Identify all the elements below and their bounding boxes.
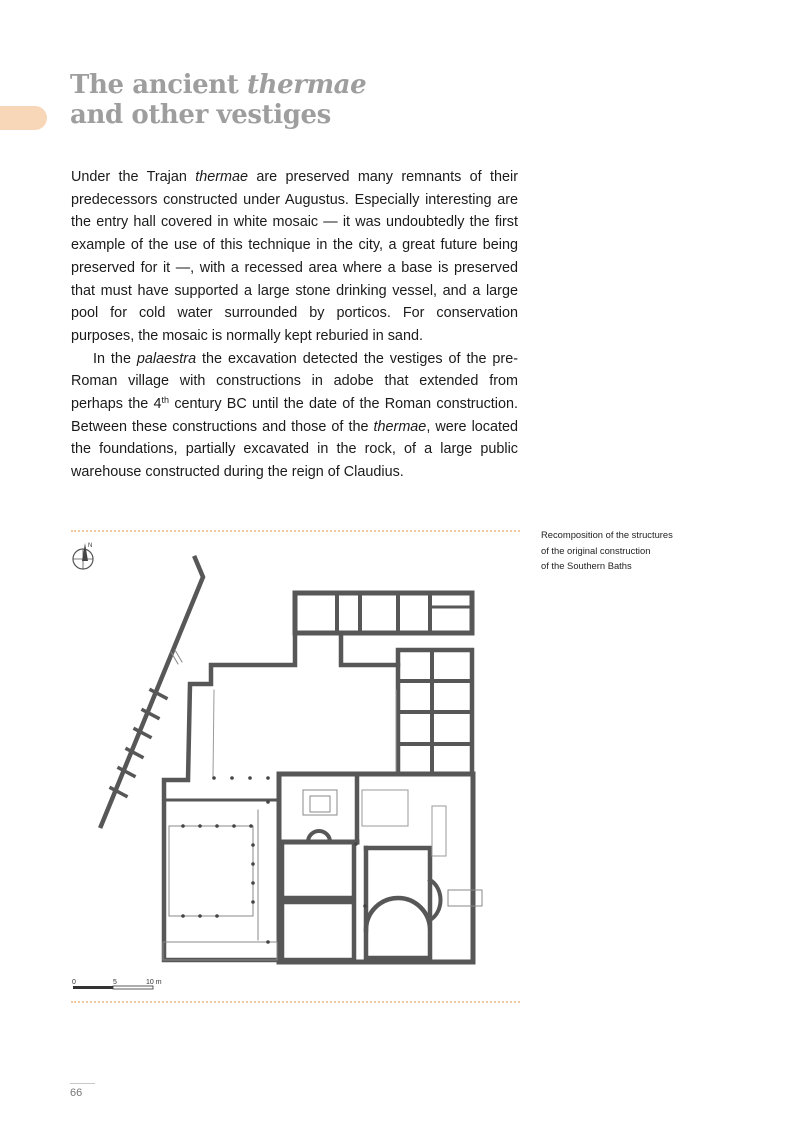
scale-bar [72,979,162,989]
plan-walls [101,558,482,962]
italic-term: thermae [195,169,249,185]
paragraph-1 [71,166,518,348]
text-run: Under the Trajan [71,169,196,185]
scale-label-0: 0 [72,979,76,986]
page-number: 66 [70,1083,95,1099]
caption-line: of the original construction [541,544,651,556]
text-run: are preserved many remnants of their predecessors constructed under Augustus. Especially interesting are the entry hall covered in white mosaic — it was undoubtedly the first example of the use of this technique in the city, a great future being preserved for it —, with a recessed area where a base is preserved that must have supported a large stone drinking vessel, and a large pool for cold water surrounded by porticos. For conservation purposes, the mosaic is normally kept reburied in sand. [71,169,518,344]
paragraph-2 [71,348,518,484]
text-run: the excavation detected the vestiges of the pre-Roman village with constructions in adobe that extended from perhaps the 4 [71,350,518,413]
baths-floor-plan [66,538,496,998]
scale-label-5: 5 [113,979,117,986]
figure-bottom-rule [71,1001,520,1003]
italic-term: thermae [373,418,427,435]
title-line1-italic: thermae [247,70,367,100]
caption-line: of the Southern Baths [541,560,632,571]
north-arrow-icon [73,543,93,569]
north-label: N [88,543,93,549]
body-text [71,166,518,484]
title-line2: and other vestiges [70,100,331,130]
figure-caption [541,527,741,574]
text-run: , were located the foundations, partially excavated in the rock, of a large public warehouse constructed during the reign of Claudius. [71,418,518,481]
page-title [70,70,366,130]
title-line1-prefix: The ancient [70,70,248,100]
figure-top-rule [71,530,520,532]
caption-line: Recomposition of the structures [541,529,673,540]
ordinal-suffix: th [161,395,170,406]
text-run: century BC until the date of the Roman construction. Between these constructions and those of the [71,396,519,435]
italic-term: palaestra [136,350,197,367]
text-run: In the [93,350,137,367]
section-tab-marker [0,106,47,130]
scale-label-10m: 10 m [146,979,162,986]
